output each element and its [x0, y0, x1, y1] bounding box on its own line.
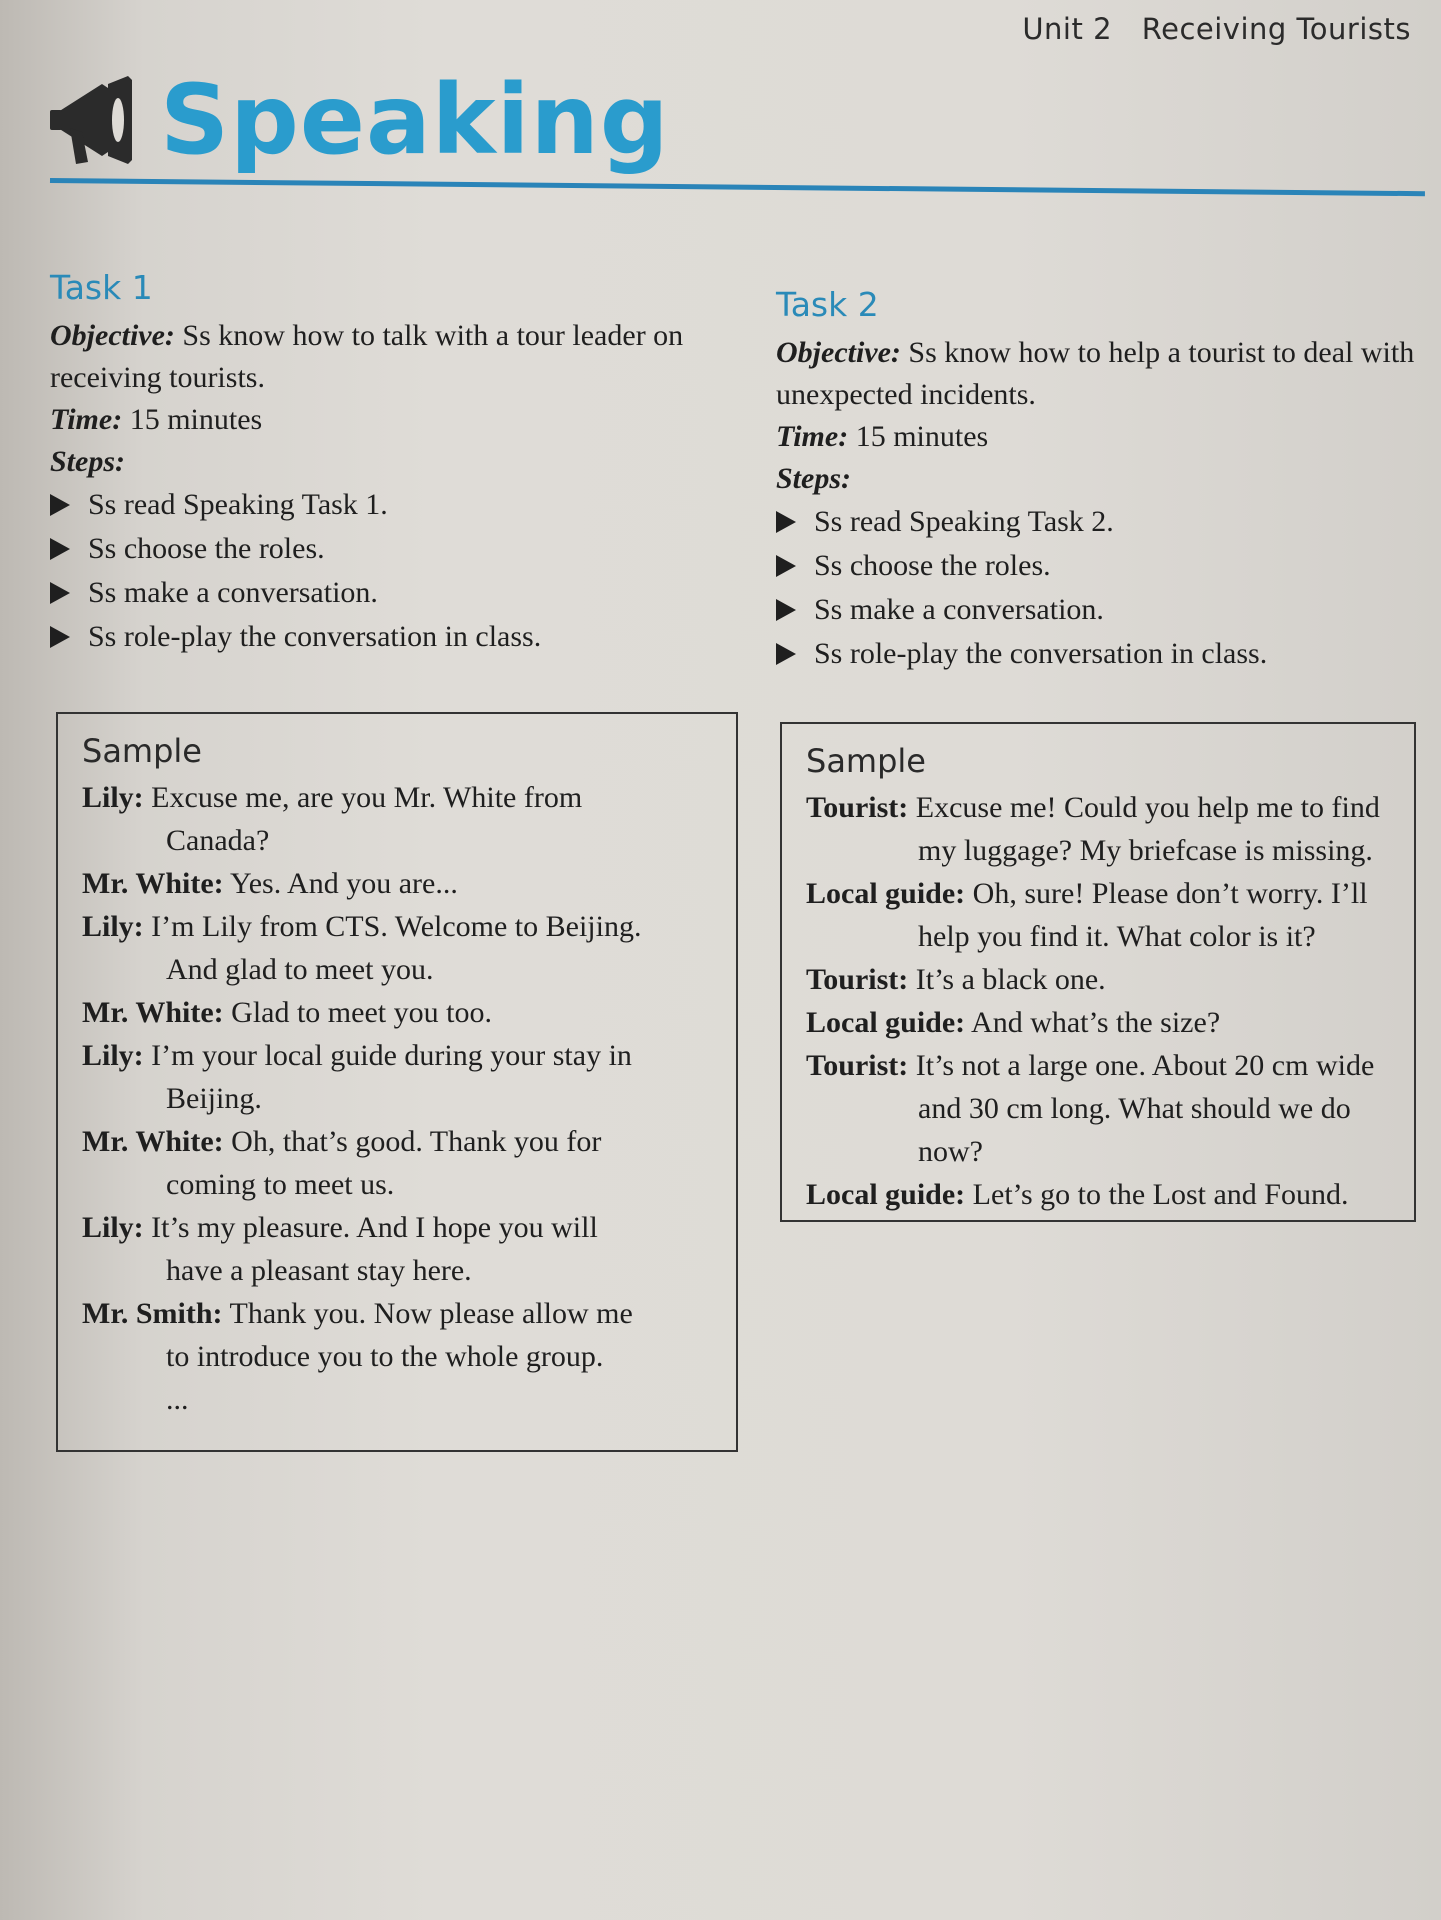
unit-title: Receiving Tourists	[1141, 12, 1411, 46]
dialogue-line: Lily: Excuse me, are you Mr. White from Canada?	[82, 781, 583, 857]
objective-text: Ss know how to help a tourist to deal with unexpected incidents.	[776, 336, 1415, 411]
triangle-bullet-icon	[776, 555, 796, 577]
dialogue-line: Lily: I’m your local guide during your stay in Beijing.	[82, 1039, 632, 1115]
ellipsis: ...	[166, 1383, 189, 1416]
task2-time	[776, 416, 1426, 458]
speaker: Mr. White:	[82, 867, 224, 900]
list-item: Ss choose the roles.	[776, 544, 1426, 588]
dialogue-line: Local guide: And what’s the size?	[806, 1006, 1221, 1039]
triangle-bullet-icon	[776, 643, 796, 665]
objective-label: Objective:	[50, 319, 175, 352]
list-item: Ss make a conversation.	[776, 588, 1426, 632]
speaker: Local guide:	[806, 877, 966, 910]
speaker: Lily:	[82, 910, 144, 943]
section-heading	[48, 64, 670, 176]
speaker: Lily:	[82, 1211, 144, 1244]
triangle-bullet-icon	[50, 494, 70, 516]
list-item: Ss make a conversation.	[50, 571, 740, 615]
speaker: Local guide:	[806, 1006, 966, 1039]
dialogue-line: Mr. White: Glad to meet you too.	[82, 996, 492, 1029]
dialogue-line: Lily: It’s my pleasure. And I hope you will have a pleasant stay here.	[82, 1211, 598, 1287]
dialogue-line: Tourist: It’s not a large one. About 20 cm wide and 30 cm long. What should we do now?	[806, 1049, 1375, 1168]
sample-title: Sample	[806, 742, 926, 780]
triangle-bullet-icon	[776, 511, 796, 533]
task1-title: Task 1	[50, 268, 153, 307]
sample-title: Sample	[82, 732, 202, 770]
dialogue-line: Local guide: Let’s go to the Lost and Found.	[806, 1178, 1349, 1211]
speaker: Tourist:	[806, 1049, 909, 1082]
speaker: Mr. Smith:	[82, 1297, 223, 1330]
task1-sample-box	[56, 712, 738, 1452]
speaker: Mr. White:	[82, 1125, 224, 1158]
triangle-bullet-icon	[50, 582, 70, 604]
speaker: Tourist:	[806, 791, 909, 824]
task2-title: Task 2	[776, 285, 879, 324]
unit-label: Unit 2	[1022, 12, 1113, 46]
megaphone-icon	[48, 70, 138, 170]
triangle-bullet-icon	[50, 626, 70, 648]
task2-column	[776, 285, 1426, 676]
speaker: Tourist:	[806, 963, 909, 996]
dialogue-line: Tourist: Excuse me! Could you help me to find my luggage? My briefcase is missing.	[806, 791, 1380, 867]
speaker: Local guide:	[806, 1178, 966, 1211]
objective-label: Objective:	[776, 336, 901, 369]
task2-steps	[776, 500, 1426, 676]
dialogue-line: Mr. Smith: Thank you. Now please allow me to introduce you to the whole group.	[82, 1297, 633, 1373]
list-item: Ss read Speaking Task 1.	[50, 483, 740, 527]
dialogue-line: Tourist: It’s a black one.	[806, 963, 1106, 996]
time-label: Time:	[776, 420, 849, 453]
title-rule	[50, 178, 1425, 196]
dialogue-line: Mr. White: Oh, that’s good. Thank you for coming to meet us.	[82, 1125, 602, 1201]
speaker: Lily:	[82, 1039, 144, 1072]
task1-objective	[50, 315, 740, 399]
time-text: 15 minutes	[855, 420, 989, 453]
dialogue-line: Mr. White: Yes. And you are...	[82, 867, 458, 900]
task2-sample-box	[780, 722, 1416, 1222]
task2-objective	[776, 332, 1426, 416]
task1-time	[50, 399, 740, 441]
task1-steps-label: Steps:	[50, 445, 125, 478]
triangle-bullet-icon	[50, 538, 70, 560]
task1-steps	[50, 483, 740, 659]
time-text: 15 minutes	[129, 403, 263, 436]
triangle-bullet-icon	[776, 599, 796, 621]
speaker: Mr. White:	[82, 996, 224, 1029]
time-label: Time:	[50, 403, 123, 436]
page-header	[1022, 12, 1411, 46]
speaker: Lily:	[82, 781, 144, 814]
list-item: Ss choose the roles.	[50, 527, 740, 571]
list-item: Ss read Speaking Task 2.	[776, 500, 1426, 544]
task2-steps-label: Steps:	[776, 462, 851, 495]
task1-column	[50, 268, 740, 659]
dialogue-line: Lily: I’m Lily from CTS. Welcome to Beijing. And glad to meet you.	[82, 910, 642, 986]
list-item: Ss role-play the conversation in class.	[50, 615, 740, 659]
objective-text: Ss know how to talk with a tour leader on receiving tourists.	[50, 319, 684, 394]
dialogue-line: Local guide: Oh, sure! Please don’t worry. I’ll help you find it. What color is it?	[806, 877, 1368, 953]
section-title: Speaking	[160, 64, 670, 176]
list-item: Ss role-play the conversation in class.	[776, 632, 1426, 676]
